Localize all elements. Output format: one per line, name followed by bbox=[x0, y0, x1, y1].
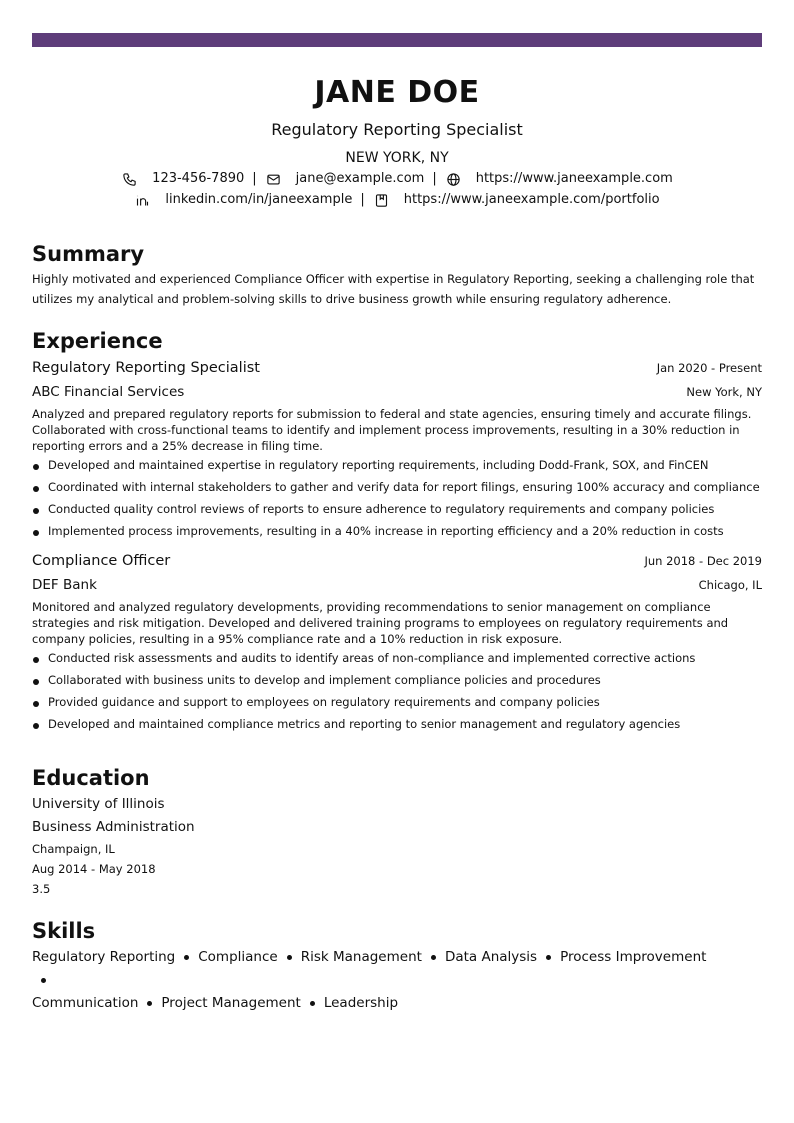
job-company: DEF Bank bbox=[32, 577, 97, 593]
summary-section bbox=[32, 241, 762, 309]
job-dates: Jan 2020 - Present bbox=[656, 361, 762, 375]
separator: | bbox=[432, 171, 437, 186]
accent-bar bbox=[32, 33, 762, 47]
email-link[interactable]: jane@example.com bbox=[295, 171, 425, 186]
job-title: Compliance Officer bbox=[32, 553, 171, 569]
job-description: Monitored and analyzed regulatory developments, providing recommendations to senior management on compliance strategies and risk mitigation. Developed and delivered training programs to employees on regulatory requirements and company policies, resulting in a 95% compliance rate and a 10% reduction in risk exposure. bbox=[32, 600, 729, 646]
job-location: New York, NY bbox=[686, 385, 762, 399]
skill-item: Leadership bbox=[323, 995, 399, 1011]
education-heading: Education bbox=[32, 766, 150, 790]
education-gpa: 3.5 bbox=[32, 882, 51, 896]
job-entry bbox=[32, 551, 762, 732]
skills-section bbox=[32, 918, 762, 1015]
candidate-title: Regulatory Reporting Specialist bbox=[271, 120, 523, 139]
list-item: Coordinated with internal stakeholders to gather and verify data for report filings, ensuring 100% accuracy and compliance bbox=[32, 479, 762, 495]
phone-number[interactable]: 123-456-7890 bbox=[152, 171, 245, 186]
separator: | bbox=[252, 171, 257, 186]
education-school: University of Illinois bbox=[32, 796, 165, 812]
bullet-dot bbox=[310, 1001, 315, 1006]
bullet-dot bbox=[184, 955, 189, 960]
candidate-name: JANE DOE bbox=[314, 75, 480, 110]
bullet-dot bbox=[287, 955, 292, 960]
bullet-dot bbox=[41, 978, 46, 983]
job-entry bbox=[32, 358, 762, 539]
resume-header bbox=[32, 74, 762, 209]
globe-icon bbox=[445, 171, 462, 188]
portfolio-link[interactable]: https://www.janeexample.com/portfolio bbox=[403, 192, 660, 207]
job-location: Chicago, IL bbox=[698, 578, 762, 592]
skills-heading: Skills bbox=[32, 919, 96, 943]
mail-icon bbox=[265, 171, 282, 188]
phone-icon bbox=[121, 171, 138, 188]
skill-item: Compliance bbox=[198, 949, 278, 965]
list-item: Implemented process improvements, resulting in a 40% increase in reporting efficiency and a 20% reduction in costs bbox=[32, 523, 762, 539]
job-bullets bbox=[32, 457, 762, 539]
portfolio-icon bbox=[373, 192, 390, 209]
separator: | bbox=[360, 192, 365, 207]
skill-item: Risk Management bbox=[300, 949, 422, 965]
website-link[interactable]: https://www.janeexample.com bbox=[475, 171, 673, 186]
linkedin-icon bbox=[134, 192, 151, 209]
job-dates: Jun 2018 - Dec 2019 bbox=[644, 554, 762, 568]
skill-item: Project Management bbox=[161, 995, 301, 1011]
job-title: Regulatory Reporting Specialist bbox=[32, 360, 260, 376]
bullet-dot bbox=[431, 955, 436, 960]
contact-line-2 bbox=[32, 191, 762, 209]
job-company: ABC Financial Services bbox=[32, 384, 185, 400]
list-item: Developed and maintained expertise in regulatory reporting requirements, including Dodd-Frank, SOX, and FinCEN bbox=[32, 457, 762, 473]
education-section bbox=[32, 765, 762, 897]
education-location: Champaign, IL bbox=[32, 842, 115, 856]
bullet-dot bbox=[147, 1001, 152, 1006]
job-description: Analyzed and prepared regulatory reports for submission to federal and state agencies, ensuring timely and accurate filings. Collaborated with cross-functional teams to identify and implement process improvements, resulting in a 30% reduction in reporting errors and a 25% decrease in filing time. bbox=[32, 407, 752, 453]
linkedin-link[interactable]: linkedin.com/in/janeexample bbox=[165, 192, 353, 207]
list-item: Collaborated with business units to develop and implement compliance policies and procedures bbox=[32, 672, 762, 688]
education-dates: Aug 2014 - May 2018 bbox=[32, 862, 156, 876]
skill-item: Regulatory Reporting bbox=[32, 949, 176, 965]
contact-line-1 bbox=[32, 170, 762, 188]
summary-text: Highly motivated and experienced Compliance Officer with expertise in Regulatory Reporting, seeking a challenging role that utilizes my analytical and problem-solving skills to drive business growth while ensuring regulatory adherence. bbox=[32, 272, 755, 306]
list-item: Provided guidance and support to employees on regulatory requirements and company policies bbox=[32, 694, 762, 710]
experience-section bbox=[32, 328, 762, 738]
list-item: Developed and maintained compliance metrics and reporting to senior management and regulatory agencies bbox=[32, 716, 762, 732]
job-bullets bbox=[32, 650, 762, 732]
education-degree: Business Administration bbox=[32, 819, 195, 835]
experience-heading: Experience bbox=[32, 329, 163, 353]
skill-item: Communication bbox=[32, 995, 139, 1011]
skill-item: Data Analysis bbox=[444, 949, 538, 965]
list-item: Conducted quality control reviews of reports to ensure adherence to regulatory requirements and company policies bbox=[32, 501, 762, 517]
skill-item: Process Improvement bbox=[560, 949, 707, 965]
summary-heading: Summary bbox=[32, 242, 145, 266]
candidate-location: NEW YORK, NY bbox=[345, 150, 449, 166]
bullet-dot bbox=[546, 955, 551, 960]
list-item: Conducted risk assessments and audits to identify areas of non-compliance and implemented corrective actions bbox=[32, 650, 762, 666]
skills-list bbox=[32, 946, 712, 1015]
